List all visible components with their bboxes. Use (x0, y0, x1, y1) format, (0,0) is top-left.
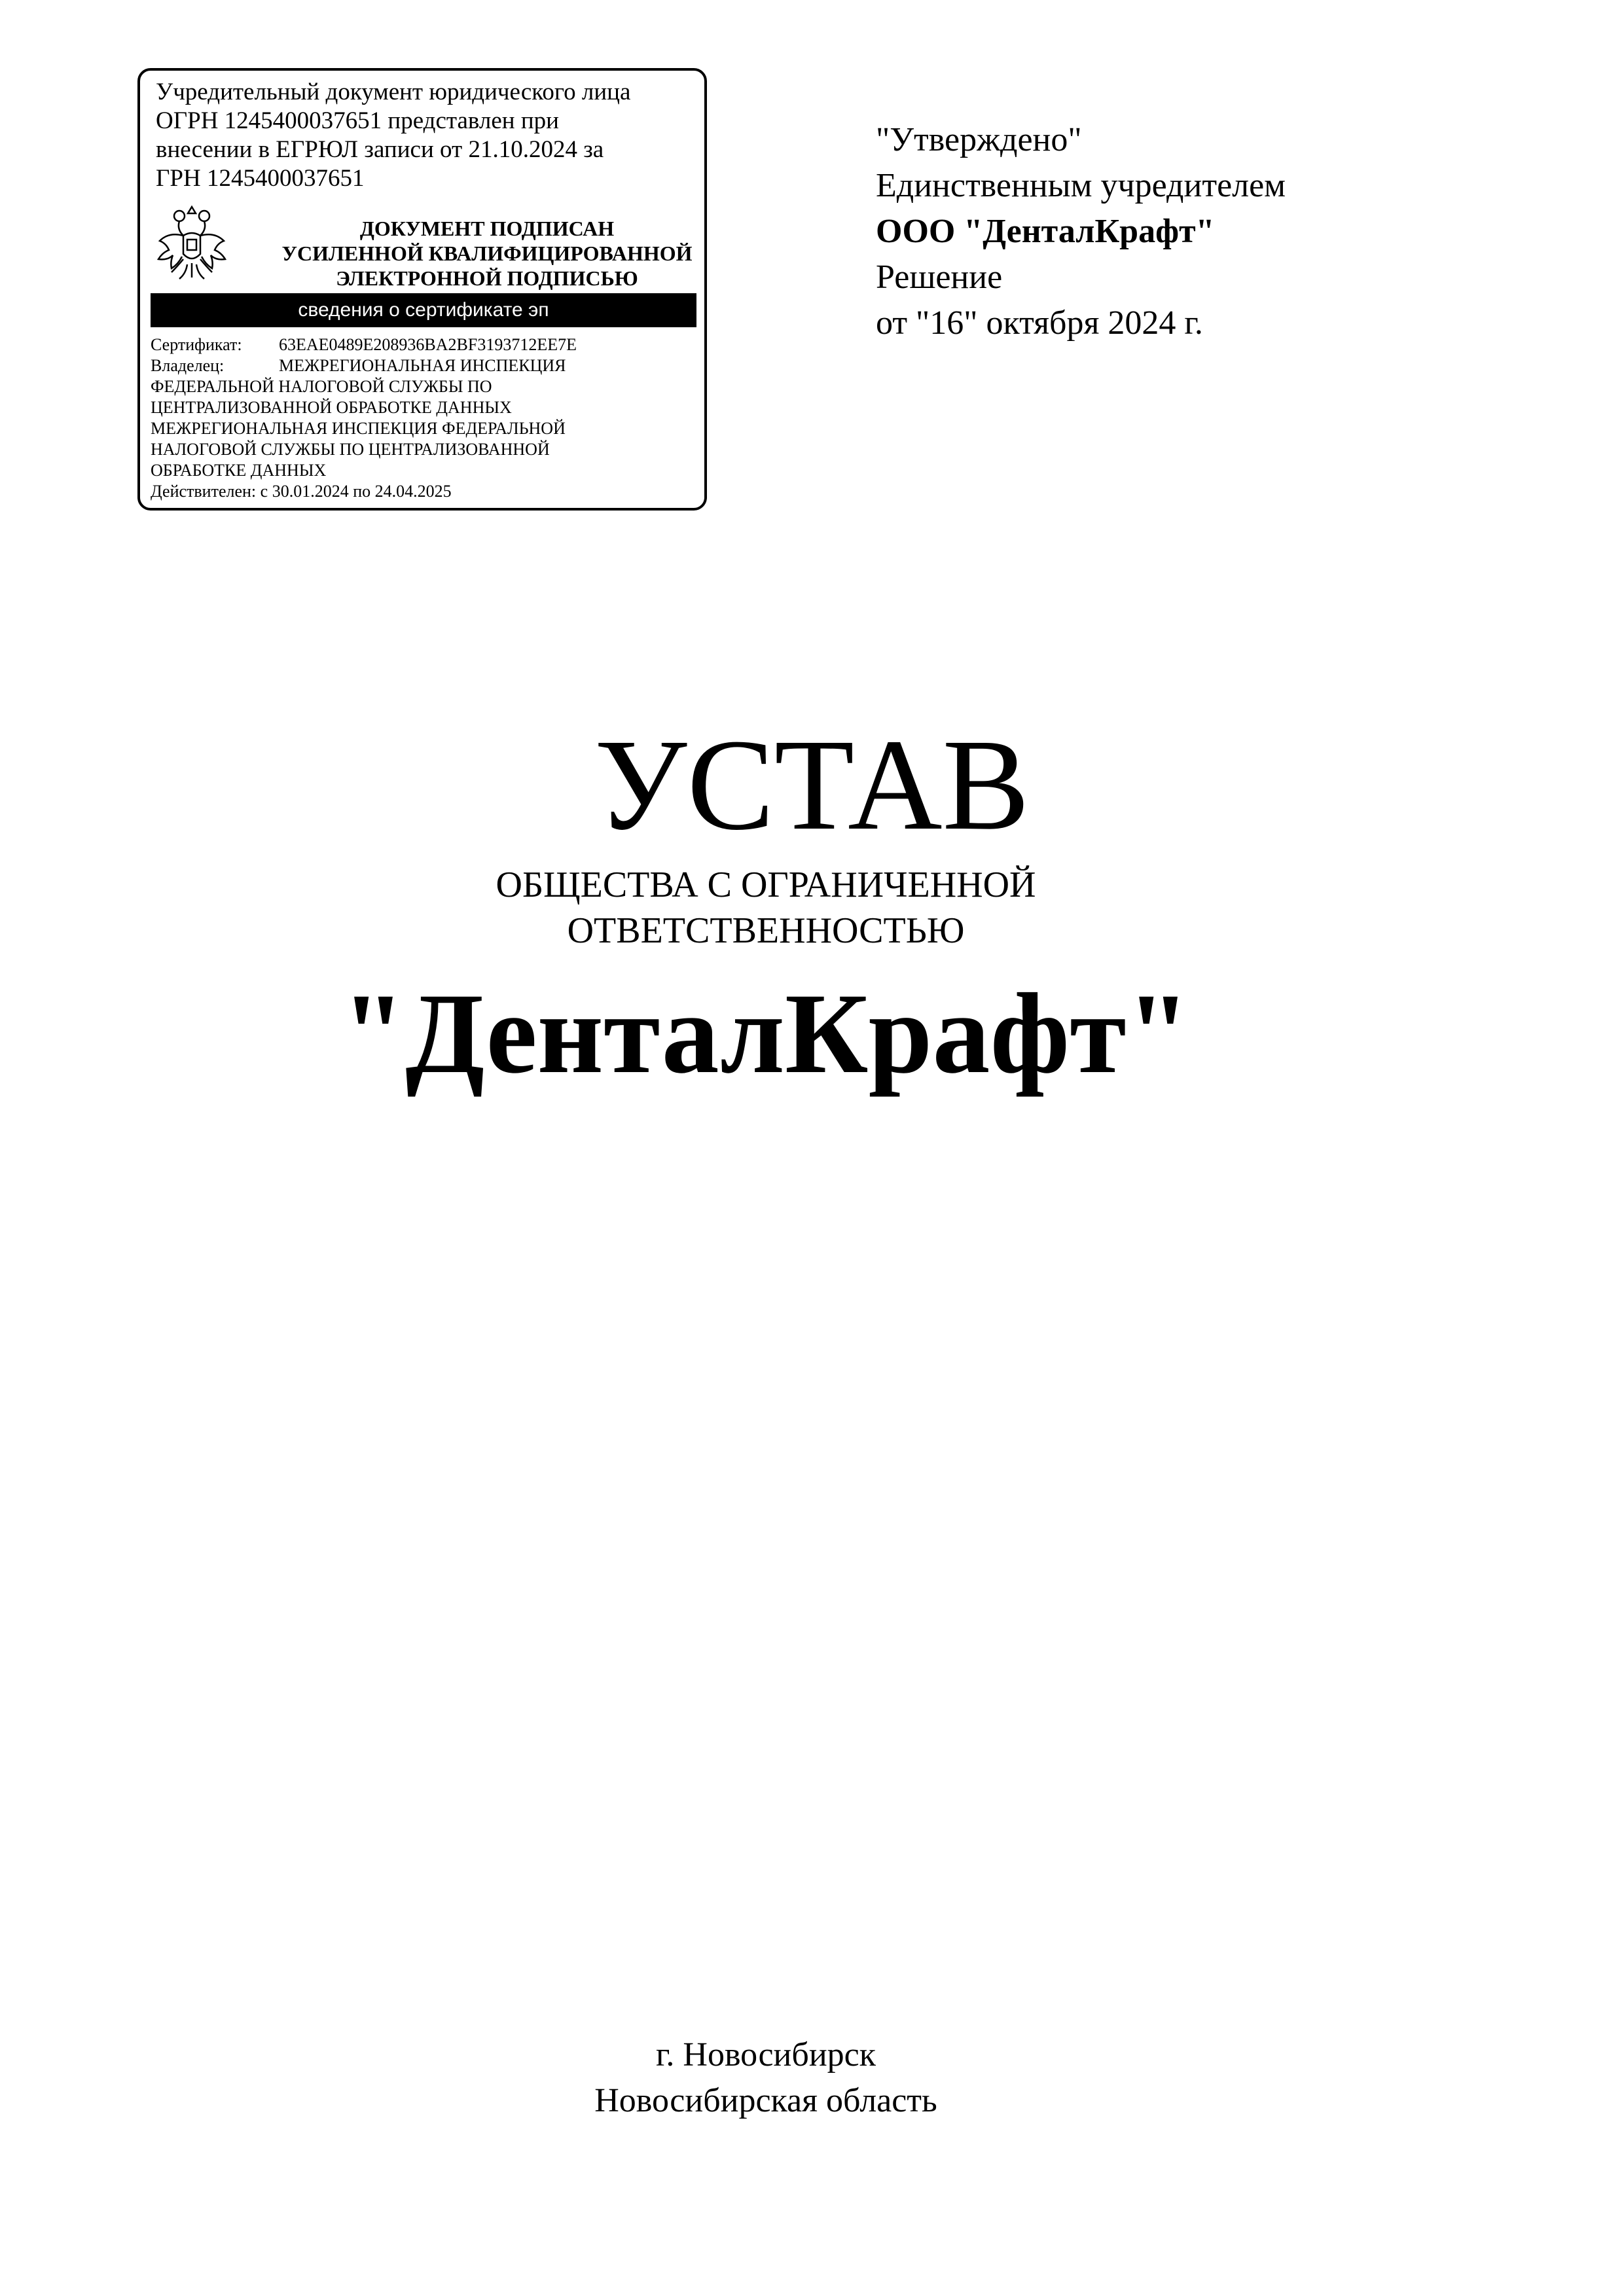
registration-line: ОГРН 1245400037651 представлен при (156, 107, 559, 134)
certificate-row (151, 335, 577, 355)
owner-line: ЦЕНТРАЛИЗОВАННОЙ ОБРАБОТКЕ ДАННЫХ (151, 398, 512, 417)
place-region: Новосибирская область (594, 2082, 937, 2119)
signed-heading-line: УСИЛЕННОЙ КВАЛИФИЦИРОВАННОЙ (281, 242, 693, 265)
approval-line: Решение (876, 259, 1003, 296)
approval-company: ООО "ДенталКрафт" (876, 213, 1215, 250)
owner-line: МЕЖРЕГИОНАЛЬНАЯ ИНСПЕКЦИЯ (279, 356, 566, 375)
document-subtitle-line: ОБЩЕСТВА С ОГРАНИЧЕННОЙ (496, 865, 1036, 905)
coat-of-arms-icon (153, 202, 230, 287)
certificate-value: 63EAE0489E208936BA2BF3193712EE7E (279, 335, 577, 354)
registration-line: ГРН 1245400037651 (156, 165, 365, 192)
approval-line: Единственным учредителем (876, 167, 1286, 204)
registration-line: внесении в ЕГРЮЛ записи от 21.10.2024 за (156, 136, 604, 163)
registration-line: Учредительный документ юридического лица (156, 79, 631, 105)
signed-heading-line: ЭЛЕКТРОННОЙ ПОДПИСЬЮ (336, 266, 638, 290)
owner-line: НАЛОГОВОЙ СЛУЖБЫ ПО ЦЕНТРАЛИЗОВАННОЙ (151, 440, 550, 459)
document-subtitle-line: ОТВЕТСТВЕННОСТЬЮ (567, 910, 965, 951)
place-city: г. Новосибирск (655, 2036, 876, 2073)
validity-line: Действителен: с 30.01.2024 по 24.04.2025 (151, 482, 452, 501)
owner-row (151, 356, 566, 376)
owner-line: МЕЖРЕГИОНАЛЬНАЯ ИНСПЕКЦИЯ ФЕДЕРАЛЬНОЙ (151, 419, 566, 438)
certificate-info-bar: сведения о сертификате эп (151, 293, 696, 327)
owner-label: Владелец: (151, 356, 225, 375)
owner-line: ФЕДЕРАЛЬНОЙ НАЛОГОВОЙ СЛУЖБЫ ПО (151, 377, 492, 396)
certificate-label: Сертификат: (151, 335, 242, 354)
approval-date: от "16" октября 2024 г. (876, 304, 1203, 342)
approval-line: "Утверждено" (876, 121, 1082, 158)
owner-line: ОБРАБОТКЕ ДАННЫХ (151, 461, 327, 480)
egrul-stamp (137, 68, 707, 511)
company-name: "ДенталКрафт" (341, 970, 1191, 1098)
document-title: УСТАВ (594, 713, 1030, 857)
signed-heading-line: ДОКУМЕНТ ПОДПИСАН (359, 217, 615, 240)
